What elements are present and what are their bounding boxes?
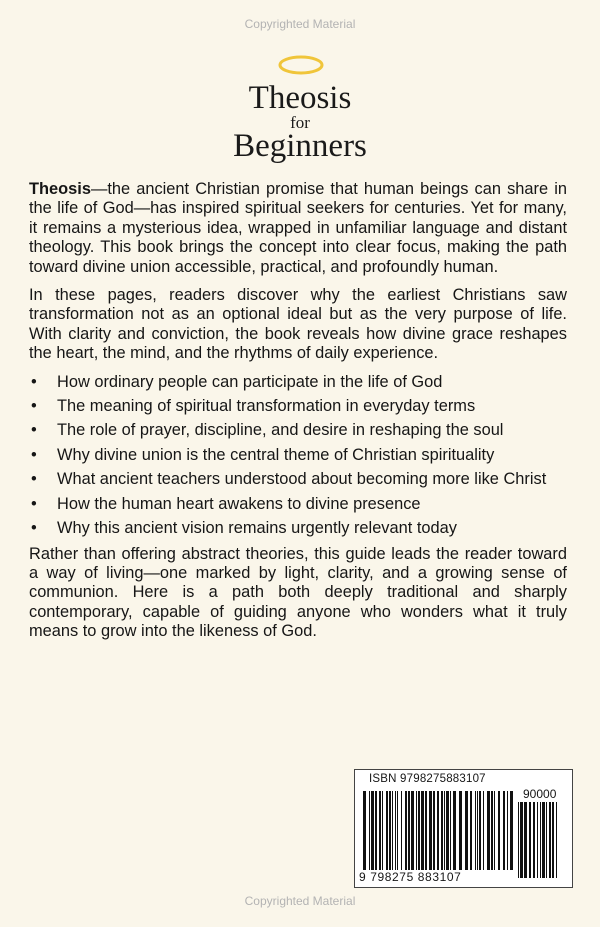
list-item	[29, 373, 567, 392]
barcode-bar	[416, 791, 417, 877]
barcode-bar	[533, 802, 535, 878]
barcode-bar	[537, 802, 538, 878]
bullet-icon: •	[31, 421, 37, 440]
barcode-bar	[369, 791, 370, 877]
halo-icon	[277, 54, 325, 76]
copyright-watermark-top: Copyrighted Material	[244, 17, 356, 31]
bullet-icon: •	[31, 519, 37, 538]
list-item	[29, 519, 567, 538]
barcode-bar	[529, 802, 531, 878]
bullet-icon: •	[31, 445, 37, 464]
barcode-bar	[363, 791, 366, 877]
barcode-bar	[510, 791, 513, 877]
list-item	[29, 495, 567, 514]
isbn-label: ISBN 9798275883107	[369, 773, 486, 785]
barcode-bar	[483, 791, 484, 877]
barcode-main-bars	[363, 791, 513, 877]
barcode-addon-bars	[518, 802, 562, 878]
list-item	[29, 470, 567, 489]
bullet-icon: •	[31, 470, 37, 489]
bullet-text: Why this ancient vision remains urgently relevant today	[57, 519, 457, 538]
barcode-bar	[542, 802, 545, 878]
book-title	[0, 80, 600, 162]
barcode-bar	[446, 791, 449, 877]
bullet-text: What ancient teachers understood about becoming more like Christ	[57, 470, 547, 489]
barcode-bar	[371, 791, 374, 877]
price-code: 90000	[523, 787, 557, 801]
barcode-bar	[425, 791, 427, 877]
blurb	[29, 180, 567, 642]
barcode-bar	[411, 791, 414, 877]
barcode-bar	[459, 791, 462, 877]
barcode-bar	[470, 791, 472, 877]
bullet-icon: •	[31, 397, 37, 416]
bullet-icon: •	[31, 494, 37, 513]
barcode-bar	[392, 791, 393, 877]
barcode-bar	[487, 791, 490, 877]
barcode-bar	[429, 791, 432, 877]
barcode-bar	[418, 791, 420, 877]
barcode-bar	[477, 791, 478, 877]
barcode-bar	[453, 791, 456, 877]
paragraph-3: Rather than offering abstract theories, this guide leads the reader toward a way of living—one marked by light, clarity, and a growing sense of communion. Here is a path both deeply traditional and sharply contemporary, capable of guiding anyone who wonders what it truly means to grow into the likeness of God.	[29, 544, 567, 641]
barcode-bar	[444, 791, 445, 877]
bullet-text: How ordinary people can participate in the life of God	[57, 372, 443, 391]
barcode-bar	[518, 802, 519, 878]
list-item	[29, 397, 567, 416]
barcode-bar	[520, 802, 523, 878]
barcode-bar	[389, 791, 391, 877]
barcode-bar	[441, 791, 443, 877]
barcode-bar	[498, 791, 500, 877]
barcode-bar	[375, 791, 377, 877]
barcode-bar	[465, 791, 468, 877]
barcode-bar	[540, 802, 541, 878]
paragraph-2: In these pages, readers discover why the earliest Christians saw transformation not as an optional ideal but as the very purpose of life. With clarity and conviction, the book reveals how divine grace reshapes the heart, the mind, and the rhythms of daily experience.	[29, 286, 567, 363]
bullet-text: The role of prayer, discipline, and desire in reshaping the soul	[57, 421, 504, 440]
barcode-bar	[386, 791, 388, 877]
barcode-bar	[475, 791, 476, 877]
barcode-bar	[552, 802, 554, 878]
barcode-bar	[379, 791, 381, 877]
barcode-bar	[479, 791, 481, 877]
title-line-beginners: Beginners	[233, 128, 367, 164]
barcode-bar	[524, 802, 527, 878]
list-item	[29, 421, 567, 440]
bullet-text: The meaning of spiritual transformation in everyday terms	[57, 397, 476, 416]
bullet-text: Why divine union is the central theme of Christian spirituality	[57, 445, 495, 464]
barcode-bar	[491, 791, 493, 877]
barcode-bar	[395, 791, 396, 877]
bullet-icon: •	[31, 372, 37, 391]
bullet-text: How the human heart awakens to divine presence	[57, 494, 421, 513]
barcode-bar	[437, 791, 439, 877]
barcode-bar	[507, 791, 508, 877]
title-line-for: for	[290, 113, 310, 132]
barcode-bar	[405, 791, 407, 877]
list-item	[29, 446, 567, 465]
copyright-watermark-bottom: Copyrighted Material	[244, 894, 356, 908]
barcode-bar	[401, 791, 402, 877]
barcode-bar	[549, 802, 551, 878]
isbn-digits: 9 798275 883107	[359, 870, 514, 884]
bullet-list	[29, 373, 567, 539]
barcode-bar	[494, 791, 495, 877]
barcode-bar	[397, 791, 398, 877]
isbn-barcode	[354, 769, 573, 888]
barcode-bar	[382, 791, 383, 877]
barcode-bar	[421, 791, 424, 877]
barcode-bar	[433, 791, 435, 877]
barcode-bar	[546, 802, 547, 878]
intro-bold-word: Theosis	[29, 180, 91, 198]
barcode-bar	[556, 802, 557, 878]
barcode-bar	[450, 791, 451, 877]
barcode-bar	[408, 791, 410, 877]
intro-paragraph	[29, 180, 567, 277]
intro-text: —the ancient Christian promise that human beings can share in the life of God—has inspired spiritual seekers for centuries. Yet for many, it remains a mysterious idea, wrapped in unfamiliar language and distant theology. This book brings the concept into clear focus, making the path toward divine union accessible, practical, and profoundly human.	[29, 180, 567, 276]
barcode-bar	[503, 791, 505, 877]
title-line-theosis: Theosis	[248, 80, 352, 116]
